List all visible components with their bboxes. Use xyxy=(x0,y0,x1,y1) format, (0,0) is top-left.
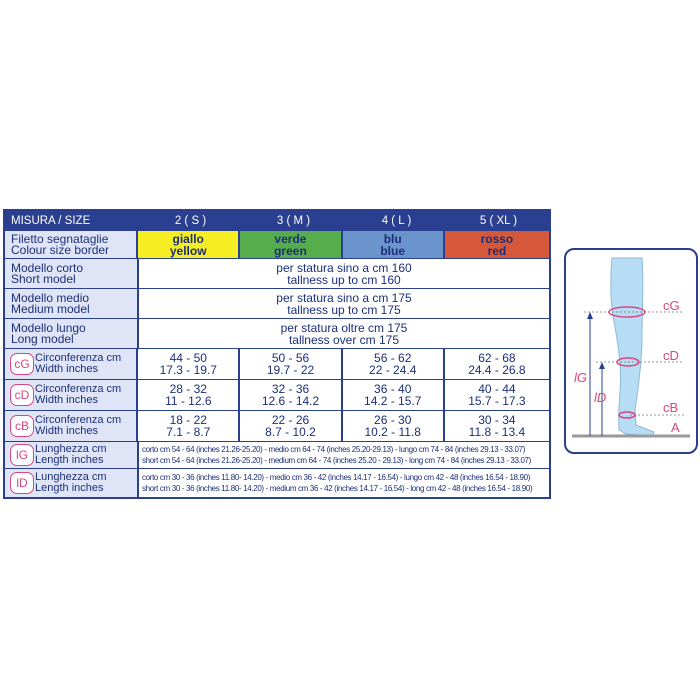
model-row-long xyxy=(5,319,549,348)
cd-value-m xyxy=(240,380,340,410)
cb-value-s xyxy=(138,411,238,441)
cd-value-m-in: 12.6 - 14.2 xyxy=(261,394,320,408)
circumference-cg-label-it: Circonferenza cm xyxy=(35,352,122,364)
length-row-lg xyxy=(5,442,549,468)
cg-value-m xyxy=(240,349,340,379)
cb-value-s-cm: 18 - 22 xyxy=(169,413,207,427)
model-long-label xyxy=(5,319,137,348)
model-row-medium xyxy=(5,289,549,318)
model-short-text xyxy=(139,259,549,288)
cb-value-xl-in: 11.8 - 13.4 xyxy=(468,425,526,439)
header-row xyxy=(5,211,549,230)
header-size-l: 4 ( L ) xyxy=(345,211,448,230)
swatch-green xyxy=(240,231,340,258)
cb-value-l xyxy=(343,411,443,441)
circumference-cb-label-en: Width inches xyxy=(35,425,98,437)
figure-label-cb: cB xyxy=(663,400,679,415)
model-medium-text-en: tallness up to cm 175 xyxy=(287,302,401,317)
circumference-cb-label-it: Circonferenza cm xyxy=(35,414,122,426)
ld-arrow-head xyxy=(599,362,605,369)
cd-value-xl-cm: 40 - 44 xyxy=(478,382,516,396)
cb-value-l-cm: 26 - 30 xyxy=(374,413,412,427)
cb-value-l-in: 10.2 - 11.8 xyxy=(364,425,421,439)
colour-row xyxy=(5,231,549,258)
model-row-short xyxy=(5,259,549,288)
figure-label-lg: lG xyxy=(574,370,587,385)
colour-row-label xyxy=(5,231,136,258)
model-medium-text-it: per statura sino a cm 175 xyxy=(276,290,412,305)
cd-icon: cD xyxy=(10,384,34,406)
circumference-row-cb xyxy=(5,411,549,441)
cb-value-m-cm: 22 - 26 xyxy=(271,413,310,427)
circumference-cg-label-en: Width inches xyxy=(35,363,98,375)
cg-value-xl-cm: 62 - 68 xyxy=(478,351,516,365)
swatch-red-it: rosso xyxy=(480,231,514,246)
circumference-cb-label xyxy=(5,411,136,441)
model-short-text-en: tallness up to cm 160 xyxy=(287,272,401,287)
model-medium-label xyxy=(5,289,137,318)
length-ld-text-en: short cm 30 - 36 (inches 11.80- 14.20) - medium cm 36 - 42 (inches 14.17 - 16.54) - long cm 42 - 48 (inches 16.54 - 18.90) xyxy=(142,484,533,493)
circumference-cg-label xyxy=(5,349,136,379)
circumference-cd-label xyxy=(5,380,136,410)
header-size-m: 3 ( M ) xyxy=(242,211,345,230)
cd-value-xl xyxy=(445,380,549,410)
cg-value-s-in: 17.3 - 19.7 xyxy=(159,363,217,377)
cd-value-l-in: 14.2 - 15.7 xyxy=(364,394,422,408)
model-medium-label-en: Medium model xyxy=(11,301,90,316)
colour-label-it: Filetto segnataglie xyxy=(11,231,109,246)
cg-value-m-in: 19.7 - 22 xyxy=(266,363,315,377)
swatch-yellow xyxy=(138,231,238,258)
lg-arrow-head xyxy=(587,312,593,319)
cb-value-m-in: 8.7 - 10.2 xyxy=(265,425,316,439)
cb-icon: cB xyxy=(10,415,34,437)
cg-icon: cG xyxy=(10,353,34,375)
cb-value-m xyxy=(240,411,340,441)
circumference-row-cd xyxy=(5,380,549,410)
cb-value-xl-cm: 30 - 34 xyxy=(478,413,516,427)
swatch-green-en: green xyxy=(274,243,307,258)
ld-icon: lD xyxy=(10,472,34,494)
figure-label-a: A xyxy=(671,420,680,435)
length-lg-text-it: corto cm 54 - 64 (inches 21.26-25.20) - medio cm 64 - 74 (inches 25.20-29.13) - lungo cm 74 - 84 (inches 29.13 - 33.07) xyxy=(142,445,526,454)
figure-label-cd: cD xyxy=(663,348,679,363)
cd-value-s-cm: 28 - 32 xyxy=(169,382,207,396)
cd-value-l-cm: 36 - 40 xyxy=(374,382,412,396)
swatch-red xyxy=(445,231,549,258)
cg-value-l-cm: 56 - 62 xyxy=(374,351,412,365)
length-row-ld xyxy=(5,469,549,497)
swatch-yellow-it: giallo xyxy=(172,231,204,246)
swatch-green-it: verde xyxy=(274,231,307,246)
leg-shape xyxy=(611,258,654,436)
length-lg-label-en: Length inches xyxy=(35,454,104,466)
cd-value-s-in: 11 - 12.6 xyxy=(165,394,212,408)
length-ld-label-it: Lunghezza cm xyxy=(35,471,107,483)
model-long-text xyxy=(139,319,549,348)
cb-value-s-in: 7.1 - 8.7 xyxy=(166,425,211,439)
cd-value-xl-in: 15.7 - 17.3 xyxy=(468,394,526,408)
lg-icon: lG xyxy=(10,444,34,466)
model-long-label-it: Modello lungo xyxy=(11,320,86,335)
cd-value-s xyxy=(138,380,238,410)
swatch-yellow-en: yellow xyxy=(169,243,207,258)
model-long-text-it: per statura oltre cm 175 xyxy=(280,320,408,335)
model-medium-text xyxy=(139,289,549,318)
model-medium-label-it: Modello medio xyxy=(11,290,90,305)
length-lg-text-en: short cm 54 - 64 (inches 21.26-25.20) - medium cm 64 - 74 (inches 25.20 - 29.13) - long cm 74 - 84 (inches 29.13 - 33.07) xyxy=(142,456,531,465)
figure-label-cg: cG xyxy=(663,298,680,313)
circumference-cd-label-en: Width inches xyxy=(35,394,98,406)
header-size-label: MISURA / SIZE xyxy=(5,211,139,230)
length-ld-text-it: corto cm 30 - 36 (inches 11.80- 14.20) - medio cm 36 - 42 (inches 14.17 - 16.54) - lungo cm 42 - 48 (inches 16.54 - 18.90) xyxy=(142,473,531,482)
circumference-cd-label-it: Circonferenza cm xyxy=(35,383,122,395)
model-short-text-it: per statura sino a cm 160 xyxy=(276,260,412,275)
cd-value-m-cm: 32 - 36 xyxy=(271,382,310,396)
header-size-s: 2 ( S ) xyxy=(139,211,242,230)
length-lg-label xyxy=(5,442,137,468)
cg-value-m-cm: 50 - 56 xyxy=(271,351,310,365)
length-ld-text xyxy=(139,469,549,497)
model-short-label-it: Modello corto xyxy=(11,260,84,275)
cd-value-l xyxy=(343,380,443,410)
cg-value-s xyxy=(138,349,238,379)
size-table xyxy=(3,209,551,499)
header-size-xl: 5 ( XL ) xyxy=(448,211,549,230)
swatch-blue-en: blue xyxy=(380,243,406,258)
cg-value-l-in: 22 - 24.4 xyxy=(369,363,417,377)
model-long-label-en: Long model xyxy=(11,331,74,346)
model-short-label xyxy=(5,259,137,288)
cg-value-s-cm: 44 - 50 xyxy=(169,351,207,365)
length-ld-label-en: Length inches xyxy=(35,482,104,494)
model-long-text-en: tallness over cm 175 xyxy=(288,332,400,347)
cg-value-xl-in: 24.4 - 26.8 xyxy=(468,363,526,377)
swatch-blue-it: blu xyxy=(383,231,402,246)
figure-label-ld: lD xyxy=(594,390,607,405)
length-ld-label xyxy=(5,469,137,497)
cg-value-xl xyxy=(445,349,549,379)
length-lg-label-it: Lunghezza cm xyxy=(35,443,107,455)
length-lg-text xyxy=(139,442,549,468)
swatch-blue xyxy=(343,231,443,258)
colour-label-en: Colour size border xyxy=(11,242,110,257)
cg-value-l xyxy=(343,349,443,379)
circumference-row-cg xyxy=(5,349,549,379)
model-short-label-en: Short model xyxy=(11,271,76,286)
leg-measurement-figure xyxy=(564,248,698,454)
swatch-red-en: red xyxy=(487,243,507,258)
cb-value-xl xyxy=(445,411,549,441)
